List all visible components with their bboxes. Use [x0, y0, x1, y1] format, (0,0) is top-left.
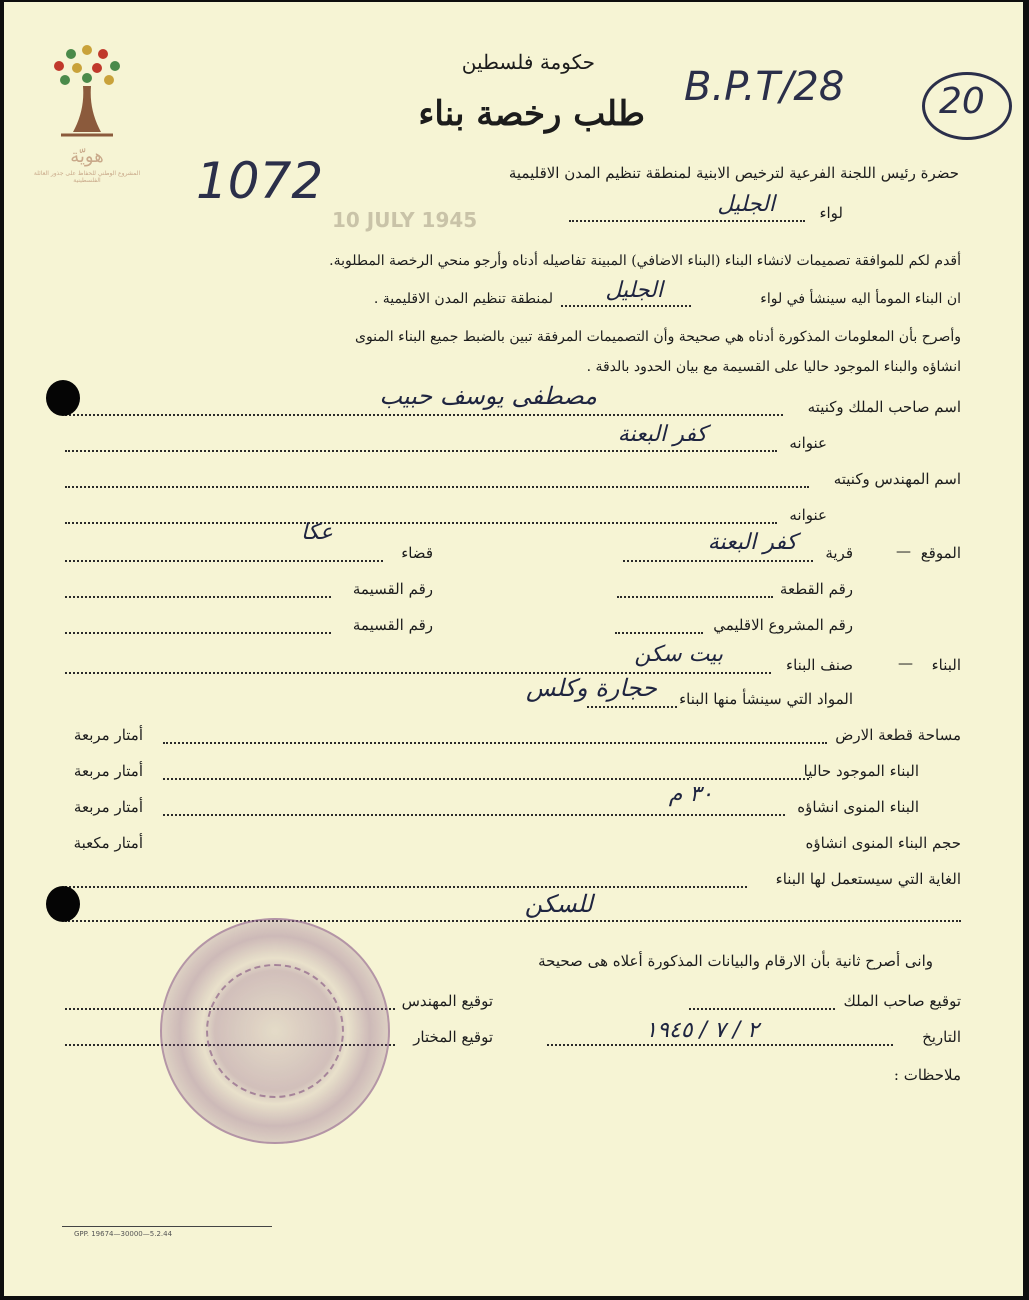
tree-logo-icon	[47, 40, 127, 140]
existing-building-label: البناء الموجود حاليا	[803, 762, 919, 780]
official-seal	[160, 918, 390, 1144]
body-paragraph-3: وأصرح بأن المعلومات المذكورة أدناه هي صحيحة وأن التصميمات المرفقة تبين بالضبط جميع البناء المنوى	[354, 329, 961, 345]
declaration: وانى أصرح ثانية بأن الارقام والبيانات المذكورة أعلاه هى صحيحة	[538, 952, 933, 970]
land-area-label: مساحة قطعة الارض	[835, 726, 961, 744]
subdistrict-label: قضاء	[401, 544, 433, 562]
parcel-label-2: رقم القسيمة	[352, 616, 433, 634]
owner-address-value: كفر البعنة	[617, 422, 707, 447]
parcel-label: رقم القسيمة	[352, 580, 433, 598]
owner-signature-label: توقيع صاحب الملك	[843, 992, 961, 1010]
date-value: ٢ / ٧ / ١٩٤٥	[645, 1018, 759, 1043]
logo-caption: المشروع الوطني للحفاظ على جذور العائلة الفلسطينية	[33, 170, 141, 184]
body-paragraph-1: أقدم لكم للموافقة تصميمات لانشاء البناء (البناء الاضافي) المبينة تفاصيله أدناه وأرجو منحي الرخصة المطلوبة.	[329, 253, 961, 269]
owner-name-label: اسم صاحب الملك وكنيته	[807, 398, 961, 416]
building-type-label: صنف البناء	[786, 656, 853, 674]
village-label: قرية	[825, 544, 853, 562]
body-paragraph-2-value: الجليل	[605, 278, 663, 303]
engineer-address-label: عنوانه	[789, 506, 827, 524]
proposed-building-value: ٣٠ م	[668, 782, 713, 807]
salutation-line: حضرة رئيس اللجنة الفرعية لترخيص الابنية لمنطقة تنظيم المدن الاقليمية	[508, 164, 959, 182]
file-reference: B.P.T/28	[684, 64, 845, 110]
purpose-value: للسكن	[524, 890, 593, 918]
plot-label: رقم القطعة	[779, 580, 853, 598]
proposed-building-unit: أمتار مربعة	[73, 798, 143, 816]
materials-value: حجارة وكلس	[526, 674, 657, 702]
handwritten-number: 1072	[196, 152, 324, 210]
volume-unit: أمتار مكعبة	[73, 834, 143, 852]
engineer-label: اسم المهندس وكنيته	[833, 470, 961, 488]
mukhtar-signature-label: توقيع المختار	[413, 1028, 493, 1046]
government-heading: حكومة فلسطين	[461, 50, 595, 74]
land-area-unit: أمتار مربعة	[73, 726, 143, 744]
owner-name-value: مصطفى يوسف حبيب	[379, 382, 597, 410]
date-stamp: 10 JULY 1945	[332, 208, 478, 232]
logo-brand: هويّة	[70, 146, 104, 167]
footer-rule	[62, 1226, 272, 1227]
regional-scheme-label: رقم المشروع الاقليمي	[713, 616, 853, 634]
body-paragraph-4: انشاؤه والبناء الموجود حاليا على القسيمة مع بيان الحدود بالدقة .	[586, 359, 961, 375]
district-label: لواء	[819, 204, 843, 222]
engineer-signature-label: توقيع المهندس	[401, 992, 493, 1010]
date-label: التاريخ	[922, 1028, 961, 1046]
form-title: طلب رخصة بناء	[418, 94, 645, 134]
printer-code: GPP. 19674—30000—5.2.44	[74, 1230, 173, 1238]
punch-hole-bottom	[46, 886, 80, 922]
village-value: كفر البعنة	[707, 530, 797, 555]
location-label: الموقع	[920, 544, 961, 562]
building-label: البناء	[931, 656, 961, 674]
circled-number	[922, 72, 1012, 140]
permit-form-page: هويّة المشروع الوطني للحفاظ على جذور العائلة الفلسطينية حكومة فلسطين طلب رخصة بناء B.P.T/28 20 1072 10 JULY 1945 حضرة رئيس اللجنة الفرعية لترخيص الابنية لمنطقة تنظيم المدن الاقليمية لواء الجليل أقدم لكم للموافقة تصميمات لانشاء البناء (البناء الاضافي) المبينة تفاصيله أدناه وأرجو منحي الرخصة المطلوبة. ان البناء المومأ اليه سينشأ في لواء الجليل لمنطقة تنظيم المدن الاقليمية . وأصرح بأن المعلومات المذكورة أدناه هي صحيحة وأن التصميمات المرفقة تبين بالضبط جميع البناء المنوى انشاؤه والبناء الموجود حاليا على القسيمة مع بيان الحدود بالدقة . اسم صاحب الملك وكنيته مصطفى يوسف حبيب عنوانه كفر البعنة اسم المهندس وكنيته عنوانه الموقع — قرية كفر البعنة قضاء عكا رقم القطعة رقم القسيمة رقم المشروع الاقليمي رقم القسيمة البناء — صنف البناء بيت سكن المواد التي سينشأ منها البناء حجارة وكلس مساحة قطعة الارض أمتار مربعة البناء الموجود حاليا أمتار مربعة البناء المنوى انشاؤه ٣٠ م أمتار مربعة حجم البناء المنوى انشاؤه أمتار مكعبة الغاية التي سيستعمل لها البناء للسكن وانى أصرح ثانية بأن الارقام والبيانات المذكورة أعلاه هى صحيحة توقيع صاحب الملك توقيع المهندس التاريخ ٢ / ٧ / ١٩٤٥ توقيع المختار ملاحظات : GPP. 19674—30000—5.2.44	[4, 2, 1023, 1296]
materials-label: المواد التي سينشأ منها البناء	[679, 690, 853, 708]
circled-number-text: 20	[939, 81, 985, 122]
building-type-value: بيت سكن	[634, 642, 723, 667]
proposed-building-label: البناء المنوى انشاؤه	[797, 798, 919, 816]
body-paragraph-2-end: لمنطقة تنظيم المدن الاقليمية .	[373, 291, 553, 307]
owner-address-label: عنوانه	[789, 434, 827, 452]
logo	[27, 40, 147, 190]
district-value: الجليل	[717, 192, 775, 217]
existing-building-unit: أمتار مربعة	[73, 762, 143, 780]
purpose-label: الغاية التي سيستعمل لها البناء	[775, 870, 961, 888]
punch-hole-top	[46, 380, 80, 416]
volume-label: حجم البناء المنوى انشاؤه	[805, 834, 961, 852]
notes-label: ملاحظات :	[893, 1066, 961, 1084]
body-paragraph-2-start: ان البناء المومأ اليه سينشأ في لواء	[760, 291, 961, 307]
subdistrict-value: عكا	[301, 520, 333, 545]
